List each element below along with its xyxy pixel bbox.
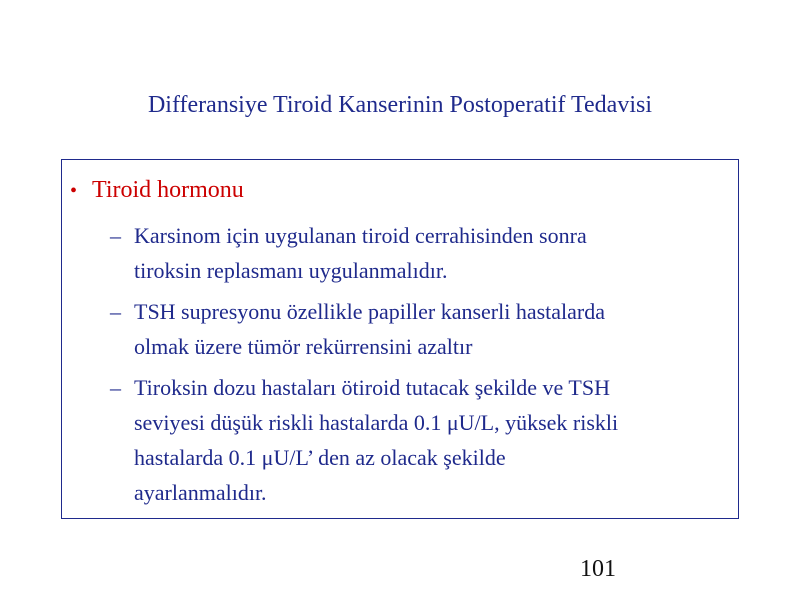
subitem-line: olmak üzere tümör rekürrensini azaltır	[134, 334, 473, 359]
subitem-line: hastalarda 0.1 μU/L’ den az olacak şekilde	[134, 445, 506, 470]
bullet-text: Tiroid hormonu	[92, 177, 244, 203]
subitem-text	[134, 370, 710, 510]
subitem-line: TSH supresyonu özellikle papiller kanserli hastalarda	[134, 299, 606, 324]
slide-title: Differansiye Tiroid Kanserinin Postoperatif Tedavisi	[147, 92, 653, 118]
bullet-marker: •	[70, 180, 78, 202]
content-box	[61, 159, 739, 519]
subitem-line: Tiroksin dozu hastaları ötiroid tutacak şekilde ve TSH	[134, 375, 610, 400]
subitem-line: Karsinom için uygulanan tiroid cerrahisinden sonra	[134, 223, 587, 248]
subitem-text	[134, 218, 710, 288]
subitem-line: ayarlanmalıdır.	[134, 480, 267, 505]
subitem	[110, 294, 710, 364]
page-number: 101	[580, 556, 616, 582]
subitem-list	[110, 218, 710, 516]
dash-marker: –	[110, 375, 121, 400]
subitem	[110, 370, 710, 510]
subitem-text	[134, 294, 710, 364]
dash-marker: –	[110, 299, 121, 324]
dash-marker: –	[110, 223, 121, 248]
subitem-line: seviyesi düşük riskli hastalarda 0.1 μU/L, yüksek riskli	[134, 410, 619, 435]
subitem-line: tiroksin replasmanı uygulanmalıdır.	[134, 258, 448, 283]
subitem	[110, 218, 710, 288]
bullet-item	[70, 174, 244, 207]
